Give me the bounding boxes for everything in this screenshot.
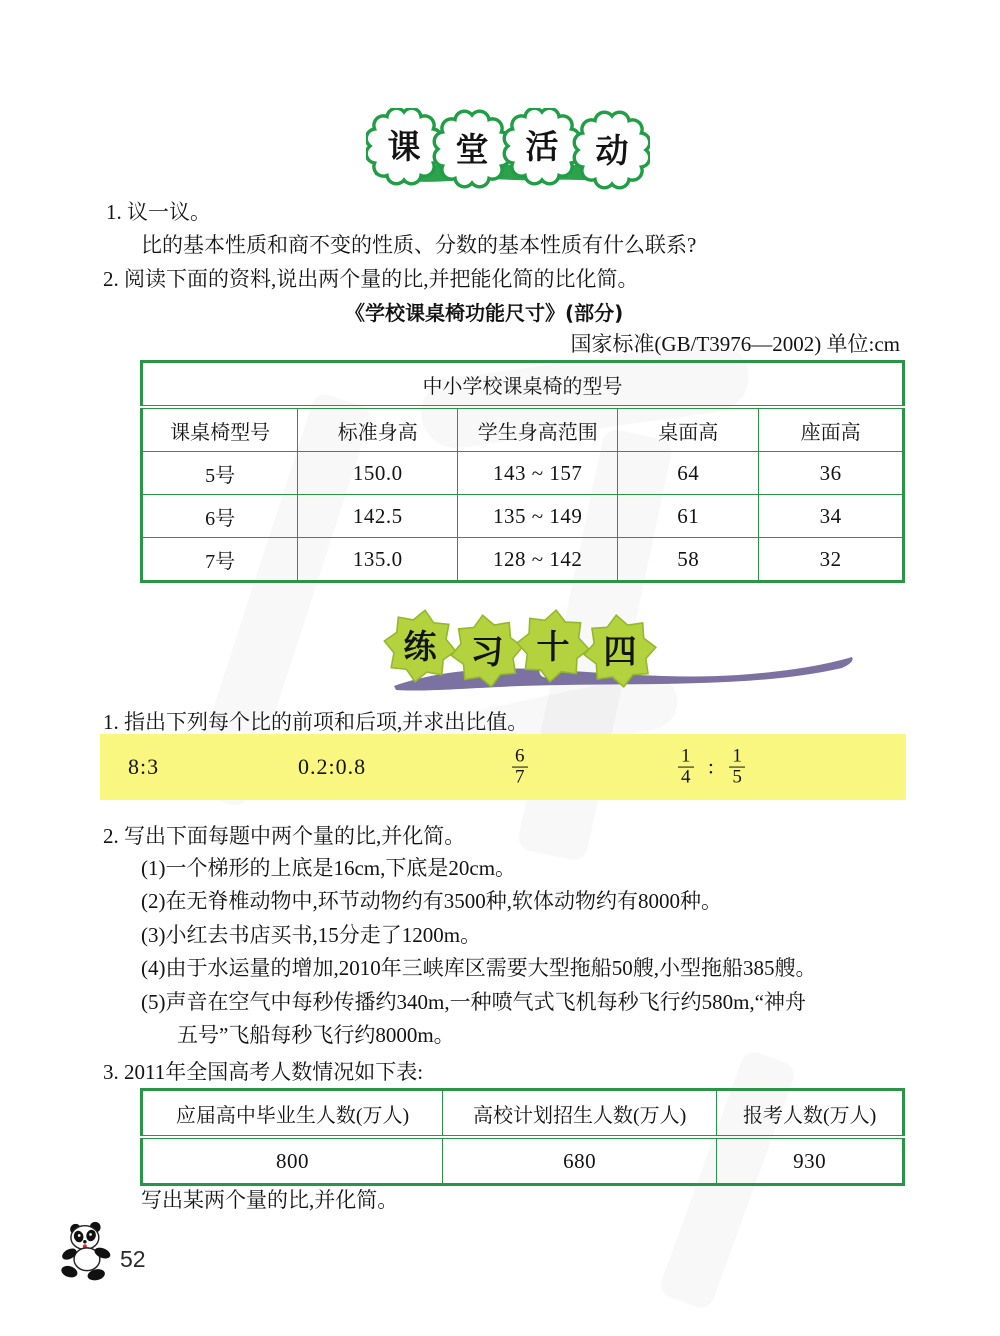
- cell: 58: [618, 538, 759, 582]
- doc-title: 《学校课桌椅功能尺寸》(部分): [345, 301, 624, 325]
- table-row: [142, 538, 904, 582]
- doc-subtitle: 国家标准(GB/T3976—2002) 单位:cm: [570, 332, 900, 356]
- badge-char: 四: [603, 632, 637, 671]
- question-2-items: [141, 852, 816, 1052]
- panda-icon: [58, 1220, 120, 1282]
- header-cell: 标准身高: [298, 407, 458, 452]
- cell: 64: [618, 452, 759, 495]
- fraction: [729, 747, 745, 788]
- badge-char: 堂: [455, 130, 489, 169]
- cell: 135.0: [298, 538, 458, 582]
- exercise-14-badge: [378, 604, 868, 700]
- list-item: (2)在无脊椎动物中,环节动物约有3500种,软体动物约有8000种。: [141, 889, 722, 914]
- ratio-colon: :: [708, 754, 715, 779]
- flower-badge: [434, 111, 510, 187]
- table-row: [142, 452, 904, 495]
- list-item-continuation: 五号”飞船每秒飞行约8000m。: [177, 1022, 455, 1047]
- ratio-item: 8:3: [128, 754, 160, 779]
- header-cell: 高校计划招生人数(万人): [442, 1090, 716, 1138]
- page-number: 52: [120, 1246, 146, 1272]
- cell: 135 ~ 149: [458, 495, 618, 538]
- cell: 680: [442, 1137, 716, 1185]
- activity-item-1-body: 比的基本性质和商不变的性质、分数的基本性质有什么联系?: [141, 233, 697, 257]
- table-caption: 中小学校课桌椅的型号: [142, 362, 904, 408]
- desk-chair-table: [140, 360, 905, 583]
- cell: 61: [618, 495, 759, 538]
- ratio-of-fractions-item: [678, 747, 745, 788]
- cell: 800: [142, 1137, 443, 1185]
- lesson-activity-badge: [366, 108, 650, 190]
- table-header-row: [142, 1090, 904, 1138]
- cell: 150.0: [298, 452, 458, 495]
- highlight-band: [100, 734, 906, 800]
- fraction: [678, 747, 694, 788]
- exam-table: [140, 1088, 905, 1186]
- exam-table-wrap: [140, 1088, 905, 1186]
- badge-char: 课: [387, 127, 421, 166]
- fraction-numerator: 6: [515, 745, 525, 767]
- list-item: (5)声音在空气中每秒传播约340m,一种喷气式飞机每秒飞行约580m,“神舟: [141, 989, 806, 1014]
- question-3: 3. 2011年全国高考人数情况如下表:: [103, 1060, 424, 1084]
- fraction-numerator: 1: [732, 745, 742, 767]
- badge-char: 动: [595, 131, 629, 170]
- cell: 142.5: [298, 495, 458, 538]
- flower-banner-graphic: [366, 108, 650, 190]
- activity-item-1: 1. 议一议。: [106, 200, 211, 224]
- cell: 32: [759, 538, 904, 582]
- header-cell: 座面高: [759, 407, 904, 452]
- list-item: (4)由于水运量的增加,2010年三峡库区需要大型拖船50艘,小型拖船385艘。: [141, 956, 817, 981]
- ratio-item: 0.2:0.8: [298, 754, 367, 779]
- header-cell: 桌面高: [618, 407, 759, 452]
- table-row: [142, 495, 904, 538]
- header-cell: 课桌椅型号: [142, 407, 298, 452]
- fraction-denominator: 7: [512, 767, 528, 788]
- question-3-footer: 写出某两个量的比,并化简。: [141, 1188, 399, 1212]
- header-cell: 应届高中毕业生人数(万人): [142, 1090, 443, 1138]
- badge-char: 习: [470, 632, 504, 671]
- cell: 930: [717, 1137, 904, 1185]
- cell: 7号: [142, 538, 298, 582]
- header-cell: 报考人数(万人): [717, 1090, 904, 1138]
- question-2: 2. 写出下面每题中两个量的比,并化简。: [103, 824, 466, 848]
- cell: 143 ~ 157: [458, 452, 618, 495]
- question-1: 1. 指出下列每个比的前项和后项,并求出比值。: [103, 710, 529, 734]
- header-cell: 学生身高范围: [458, 407, 618, 452]
- badge-char: 练: [403, 627, 437, 666]
- fraction-numerator: 1: [681, 745, 691, 767]
- cell: 34: [759, 495, 904, 538]
- cell: 36: [759, 452, 904, 495]
- cell: 5号: [142, 452, 298, 495]
- desk-chair-table-wrap: [140, 360, 905, 583]
- table-row: [142, 1137, 904, 1185]
- fraction: [512, 747, 528, 788]
- cell: 128 ~ 142: [458, 538, 618, 582]
- badge-char: 活: [525, 127, 559, 166]
- list-item: (1)一个梯形的上底是16cm,下底是20cm。: [141, 856, 517, 880]
- cell: 6号: [142, 495, 298, 538]
- page-footer: [58, 1220, 188, 1284]
- fraction-denominator: 4: [678, 767, 694, 788]
- table-header-row: [142, 407, 904, 452]
- flower-badge: [504, 108, 580, 184]
- fraction-denominator: 5: [729, 767, 745, 788]
- flower-badge: [574, 112, 650, 188]
- fraction-item: [512, 747, 528, 788]
- list-item: (3)小红去书店买书,15分走了1200m。: [141, 922, 482, 947]
- star-swoosh-graphic: [378, 604, 868, 700]
- flower-badge: [366, 108, 442, 184]
- activity-item-2: 2. 阅读下面的资料,说出两个量的比,并把能化简的比化简。: [103, 267, 639, 291]
- badge-char: 十: [536, 627, 570, 666]
